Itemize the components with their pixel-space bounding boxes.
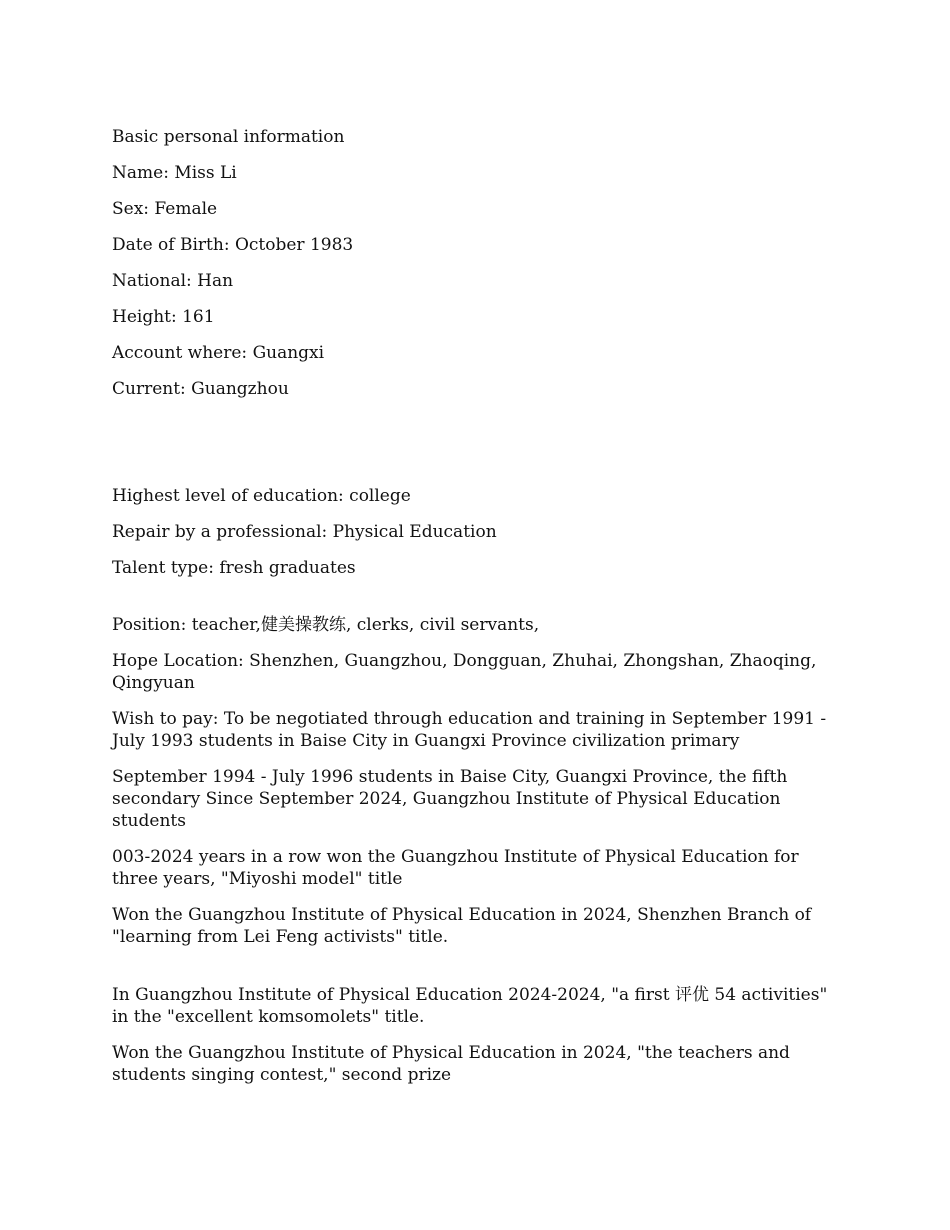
award-paragraph: Won the Guangzhou Institute of Physical Education in 2024, Shenzhen Branch of "learning from Lei Feng activists" title. — [112, 905, 812, 947]
name-line: Name: Miss Li — [112, 163, 237, 183]
dob-line: Date of Birth: October 1983 — [112, 235, 354, 255]
award-paragraph: In Guangzhou Institute of Physical Education 2024-2024, "a first 评优 54 activities" in the "excellent komsomolets" title. — [112, 985, 828, 1027]
spacer — [112, 962, 842, 984]
major-line: Repair by a professional: Physical Education — [112, 522, 497, 542]
position-line: Position: teacher,健美操教练, clerks, civil servants, — [112, 615, 540, 635]
award-paragraph: 003-2024 years in a row won the Guangzhou Institute of Physical Education for three years, "Miyoshi model" title — [112, 847, 799, 889]
account-line: Account where: Guangxi — [112, 343, 325, 363]
current-line: Current: Guangzhou — [112, 379, 289, 399]
location-line: Hope Location: Shenzhen, Guangzhou, Dongguan, Zhuhai, Zhongshan, Zhaoqing, Qingyuan — [112, 651, 817, 693]
education-line: Highest level of education: college — [112, 486, 411, 506]
talent-line: Talent type: fresh graduates — [112, 558, 356, 578]
history-paragraph: September 1994 - July 1996 students in Baise City, Guangxi Province, the fifth secondary Since September 2024, Guangzhou Institute of Physical Education students — [112, 767, 788, 831]
height-line: Height: 161 — [112, 307, 215, 327]
award-paragraph: Won the Guangzhou Institute of Physical Education in 2024, "the teachers and students singing contest," second prize — [112, 1043, 790, 1085]
pay-paragraph: Wish to pay: To be negotiated through education and training in September 1991 - July 1993 students in Baise City in Guangxi Province civilization primary — [112, 709, 827, 751]
spacer — [112, 593, 842, 614]
resume-document — [112, 126, 842, 1100]
section-heading: Basic personal information — [112, 127, 345, 147]
sex-line: Sex: Female — [112, 199, 218, 219]
national-line: National: Han — [112, 271, 234, 291]
spacer — [112, 414, 842, 485]
